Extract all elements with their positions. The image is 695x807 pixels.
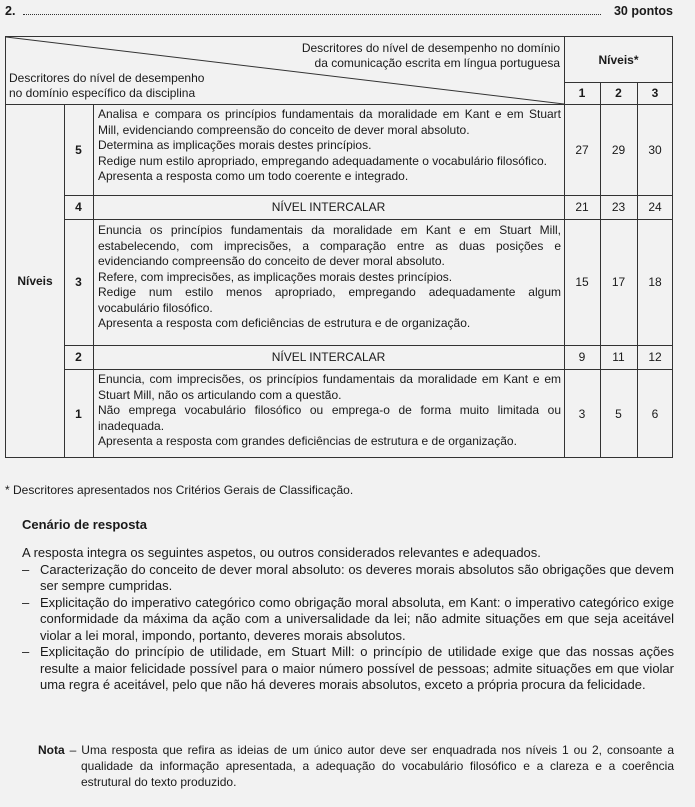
descriptor-line: estabelecendo, com imprecisões, a comparação entre as duas posições e xyxy=(98,238,561,253)
descriptor-line: Apresenta a resposta como um todo coerente e integrado. xyxy=(98,169,409,183)
dotted-leader xyxy=(23,14,601,15)
descriptor-line: evidenciando compreensão do conceito de dever moral absoluto. xyxy=(98,254,445,268)
levels-header: Níveis* xyxy=(598,52,639,67)
scenario-bullet xyxy=(22,595,674,645)
level-4: 4 xyxy=(75,200,82,214)
dash-bullet: – xyxy=(22,594,30,610)
score: 27 xyxy=(575,142,589,157)
question-points: 30 pontos xyxy=(613,4,673,18)
note-body xyxy=(38,742,674,790)
levels-col-1: 1 xyxy=(578,86,586,100)
bullet-text: Explicitação do princípio de utilidade, em Stuart Mill: o princípio de utilidade exige que das nossas ações resulte a maior felicidade possível para o maior número possível de pessoas; admite situações em que violar uma regra é aceitável, pelo que não há deveres morais absolutos, exceto a própria procura da felicidade. xyxy=(40,644,674,692)
footnote: * Descritores apresentados nos Critérios Gerais de Classificação. xyxy=(5,483,354,497)
descriptor-line: Enuncia os princípios fundamentais da moralidade em Kant e em Stuart Mill, xyxy=(98,223,561,237)
level-1-descriptor xyxy=(93,370,564,450)
header-left-line: Descritores do nível de desempenho xyxy=(9,71,205,85)
score: 23 xyxy=(611,200,626,214)
score: 29 xyxy=(611,142,626,157)
header-discipline-descriptors xyxy=(9,71,269,101)
levels-col-2: 2 xyxy=(615,86,622,100)
levels-col-3: 3 xyxy=(651,86,659,100)
dash-bullet: – xyxy=(22,644,30,659)
descriptor-line: Mill, evidenciando compreensão do conceito de dever moral absoluto. xyxy=(98,122,470,137)
descriptor-line: Analisa e compara os princípios fundamentais da moralidade em Kant e em Stuart xyxy=(98,107,561,121)
levels-side-label: Níveis xyxy=(17,274,53,288)
header-communication-descriptors xyxy=(260,41,560,71)
score: 9 xyxy=(578,350,586,364)
descriptor-line: inadequada. xyxy=(98,418,165,433)
level-2: 2 xyxy=(75,350,82,364)
descriptor-line: vocabulário filosófico. xyxy=(98,300,213,315)
question-header xyxy=(5,4,673,20)
rubric-table xyxy=(5,36,673,458)
score: 3 xyxy=(578,406,586,421)
score: 6 xyxy=(651,406,659,421)
descriptor-line: Redige num estilo menos apropriado, empregando adequadamente algum xyxy=(98,285,561,299)
descriptor-line: Não emprega vocabulário filosófico ou emprega-o de forma muito limitada ou xyxy=(98,403,561,417)
intercalar-level-4: NÍVEL INTERCALAR xyxy=(271,200,386,214)
score: 18 xyxy=(648,275,662,289)
scenario-bullet xyxy=(22,644,674,694)
header-right-line: da comunicação escrita em língua portuguesa xyxy=(314,56,560,70)
dash-bullet: – xyxy=(22,561,30,577)
score: 24 xyxy=(648,200,662,214)
descriptor-line: Apresenta a resposta com deficiências de estrutura e de organização. xyxy=(98,316,471,330)
score: 30 xyxy=(648,142,662,157)
score: 21 xyxy=(575,200,589,214)
note xyxy=(38,742,674,790)
note-text: – Uma resposta que refira as ideias de um único autor deve ser enquadrada nos níveis 1 ou 2, consoante a qualidade da informação apresentada, a adequação do vocabulário filosófico e a clareza e a coerência estrutural do texto produzido. xyxy=(64,743,674,789)
score: 17 xyxy=(611,275,626,289)
descriptor-line: Determina as implicações morais destes princípios. xyxy=(98,138,372,152)
descriptor-line: Apresenta a resposta com grandes deficiências de estrutura e de organização. xyxy=(98,434,517,448)
level-5-descriptor xyxy=(93,105,564,185)
descriptor-line: Refere, com imprecisões, as implicações morais destes princípios. xyxy=(98,269,453,284)
score: 15 xyxy=(575,275,589,289)
scenario-title: Cenário de resposta xyxy=(22,517,147,532)
score: 11 xyxy=(612,350,625,364)
intercalar-level-2: NÍVEL INTERCALAR xyxy=(271,350,386,364)
scenario-bullet xyxy=(22,562,674,595)
score: 5 xyxy=(615,406,622,421)
header-left-line: no domínio específico da disciplina xyxy=(9,86,196,100)
level-3: 3 xyxy=(75,275,82,289)
descriptor-line: Redige num estilo apropriado, empregando adequadamente o vocabulário filosófico. xyxy=(98,153,547,168)
bullet-text: Caracterização do conceito de dever moral absoluto: os deveres morais absolutos são obrigações que devem ser sempre cumpridas. xyxy=(40,561,674,593)
scenario-body xyxy=(22,545,674,694)
question-number: 2. xyxy=(5,4,16,18)
grid-line xyxy=(564,82,673,83)
header-right-line: Descritores do nível de desempenho no domínio xyxy=(301,41,560,55)
score: 12 xyxy=(648,350,662,364)
bullet-text: Explicitação do imperativo categórico como obrigação moral absoluta, em Kant: o imperativo categórico exige conformidade da máxima da ação com a universalidade da lei; não admite situações em que seja aceitável violar a lei moral, impondo, portanto, deveres morais absolutos. xyxy=(40,594,674,643)
level-1: 1 xyxy=(75,406,82,421)
descriptor-line: Enuncia, com imprecisões, os princípios fundamentais da moralidade em Kant e em xyxy=(98,372,561,386)
descriptor-line: Stuart Mill, não os articulando com a questão. xyxy=(98,387,342,402)
level-5: 5 xyxy=(75,142,82,157)
level-3-descriptor xyxy=(93,221,564,332)
note-label: Nota xyxy=(38,743,65,757)
scenario-intro: A resposta integra os seguintes aspetos, ou outros considerados relevantes e adequados. xyxy=(22,545,541,560)
